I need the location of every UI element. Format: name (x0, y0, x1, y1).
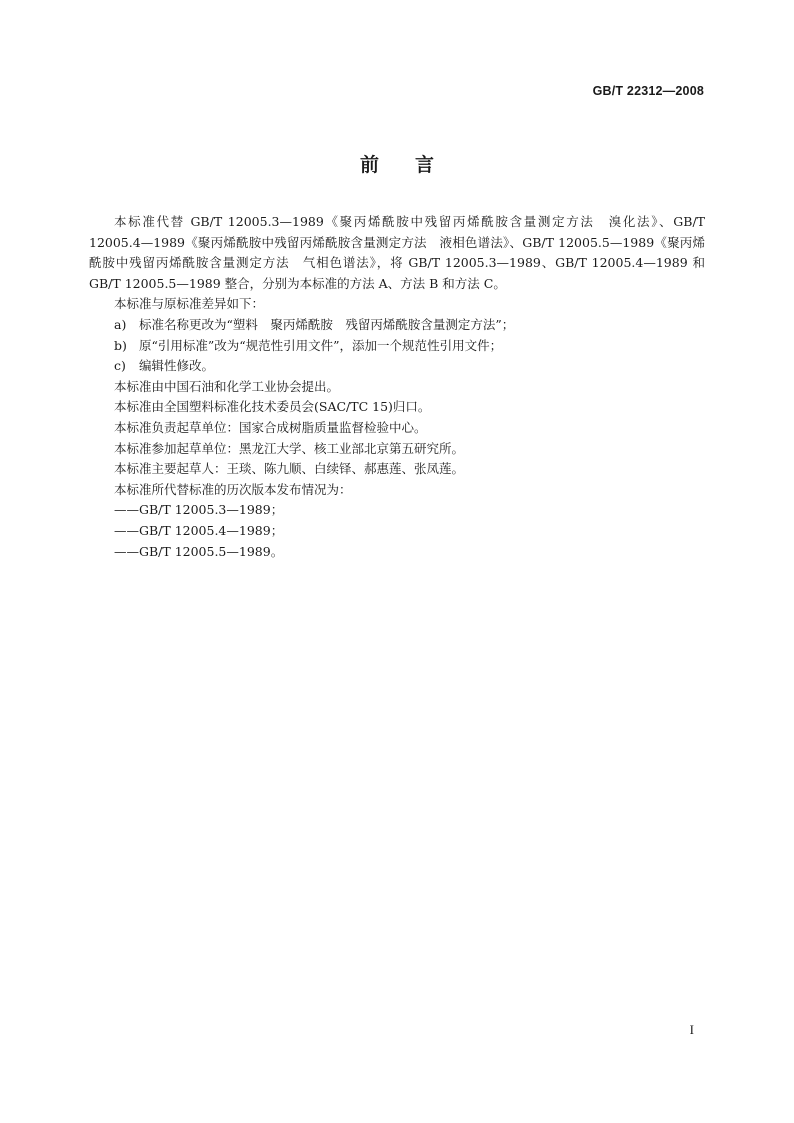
list-marker: a) (114, 316, 127, 332)
list-item (89, 336, 705, 357)
committee-statement: 本标准由全国塑料标准化技术委员会(SAC/TC 15)归口。 (114, 399, 431, 415)
differences-intro: 本标准与原标准差异如下： (114, 296, 265, 312)
list-item-text: 原“引用标准”改为“规范性引用文件”，添加一个规范性引用文件； (139, 337, 503, 353)
intro-paragraph: 本标准代替 GB/T 12005.3—1989《聚丙烯酰胺中残留丙烯酰胺含量测定方法 溴化法》、GB/T 12005.4—1989《聚丙烯酰胺中残留丙烯酰胺含量测定方法 液相色谱法》、GB/T 12005.5—1989《聚丙烯酰胺中残留丙烯酰胺含量测定方法 气相色谱法》，将 GB/T 12005.3—1989、GB/T 12005.4—1989 和 GB/T 12005.5—1989 整合，分别为本标准的方法 A、方法 B 和方法 C。 (89, 214, 705, 291)
page-number: I (689, 1022, 694, 1037)
participating-units-statement: 本标准参加起草单位：黑龙江大学、核工业部北京第五研究所。 (114, 440, 465, 456)
proposer-statement: 本标准由中国石油和化学工业协会提出。 (114, 378, 340, 394)
list-item: ——GB/T 12005.3—1989； (114, 502, 284, 518)
list-item (89, 315, 705, 336)
standard-code-header: GB/T 22312—2008 (592, 84, 704, 98)
page-title: 前言 (359, 154, 470, 176)
list-item-text: 编辑性修改。 (139, 358, 215, 374)
list-item (89, 356, 705, 377)
list-item: ——GB/T 12005.4—1989； (114, 522, 284, 538)
list-marker: b) (114, 337, 127, 353)
version-history-intro: 本标准所代替标准的历次版本发布情况为： (114, 481, 352, 497)
list-item: ——GB/T 12005.5—1989。 (114, 543, 284, 559)
list-item-text: 标准名称更改为“塑料 聚丙烯酰胺 残留丙烯酰胺含量测定方法”； (139, 316, 515, 332)
drafters-statement: 本标准主要起草人：王琰、陈九顺、白续铎、郝惠莲、张凤莲。 (114, 461, 465, 477)
list-marker: c) (114, 358, 126, 374)
foreword-content (89, 212, 705, 562)
replaced-versions-list (89, 500, 705, 562)
drafting-unit-statement: 本标准负责起草单位：国家合成树脂质量监督检验中心。 (114, 419, 427, 435)
differences-list (89, 315, 705, 377)
